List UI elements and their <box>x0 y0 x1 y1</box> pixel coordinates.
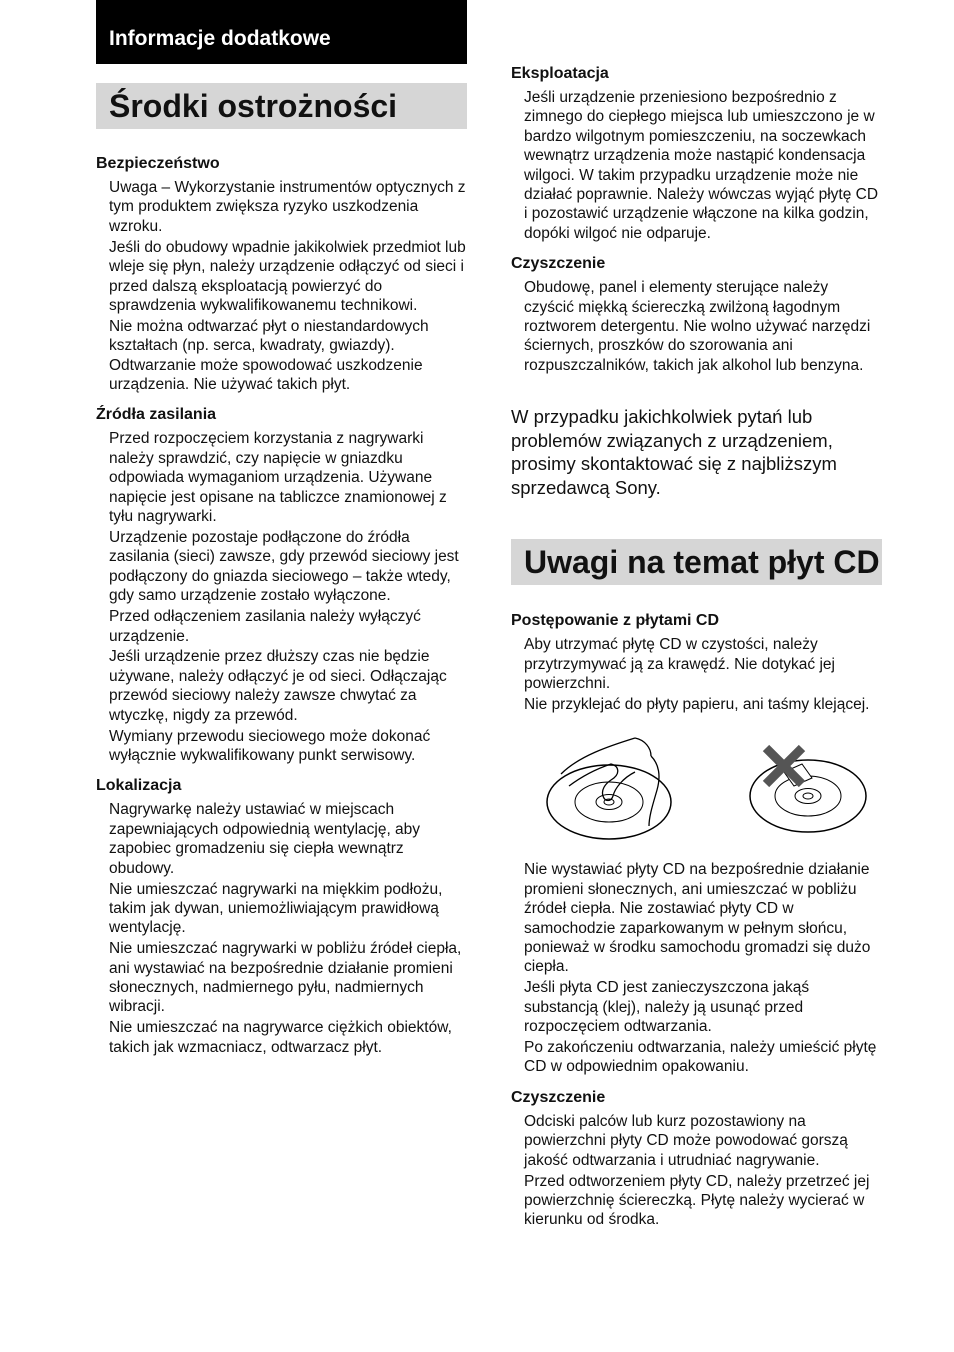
section-heading: Lokalizacja <box>96 777 182 795</box>
cd-handling-illustration <box>511 734 882 844</box>
section-heading: Czyszczenie <box>511 1088 606 1106</box>
paragraph: Nie przyklejać do płyty papieru, ani taśmy klejącej. <box>524 696 870 713</box>
paragraph: Nie umieszczać na nagrywarce ciężkich obiektów, takich jak wzmacniacz, odtwarzacz płyt. <box>109 1019 452 1056</box>
page-title: Środki ostrożności <box>96 83 467 129</box>
paragraph: Nagrywarkę należy ustawiać w miejscach zapewniających odpowiednią wentylację, aby zapobiec gromadzeniu się ciepła wewnątrz obudowy. <box>109 801 421 877</box>
section-safety <box>96 154 467 394</box>
section-heading: Postępowanie z płytami CD <box>511 612 720 630</box>
paragraph: Urządzenie pozostaje podłączone do źródła zasilania (sieci) zawsze, gdy przewód sieciowy jest podłączony do gniazda sieciowego – także wtedy, gdy samo urządzenie zostało wyłączone. <box>109 529 459 605</box>
paragraph: Obudowę, panel i elementy sterujące należy czyścić miękką ściereczką zwilżoną łagodnym roztworem detergentu. Nie wolno używać narzędzi ściernych, proszków do szorowania ani rozpuszczalników, takich jak alkohol lub benzyna. <box>524 279 871 374</box>
section-power-sources <box>96 405 467 765</box>
paragraph: Przed rozpoczęciem korzystania z nagrywarki należy sprawdzić, czy napięcie w gniazdku odpowiada wymaganiom urządzenia. Używane napięcie jest opisane na tabliczce znamionowej z tyłu nagrywarki. <box>109 430 447 526</box>
paragraph: Wymiany przewodu sieciowego może dokonać wyłącznie wykwalifikowany punkt serwisowy. <box>109 727 431 764</box>
section-cd-cleaning <box>511 1088 882 1230</box>
section-heading: Bezpieczeństwo <box>96 155 220 172</box>
paragraph: Jeśli urządzenie przeniesiono bezpośrednio z zimnego do ciepłego miejsca lub umieszczono je w bardzo wilgotnym pomieszczeniu, na soczewkach wewnątrz urządzenia może nastąpić kondensacja wilgoci. W takim przypadku urządzenie może nie działać poprawnie. Należy wówczas wyjąć płytę CD i pozostawić urządzenie włączone na kilka godzin, dopóki wilgoć nie odparuje. <box>524 89 879 242</box>
section-operation <box>511 64 882 243</box>
paragraph: Przed odtworzeniem płyty CD, należy przetrzeć jej powierzchnię ściereczką. Płytę należy wycierać w kierunku od środka. <box>524 1172 870 1229</box>
section-cleaning <box>511 254 882 375</box>
paragraph: Nie wystawiać płyty CD na bezpośrednie działanie promieni słonecznych, ani umieszczać w pobliżu źródeł ciepła. Nie zostawiać płyty CD w samochodzie zaparkowanym w pełnym słońcu, ponieważ w środku samochodu gromadzi się dużo ciepła. <box>524 861 871 976</box>
paragraph: Odciski palców lub kurz pozostawiony na powierzchni płyty CD może powodować gorszą jakość odtwarzania i utrudniać nagrywanie. <box>524 1112 848 1169</box>
section-location <box>96 776 467 1057</box>
right-column <box>511 64 882 1231</box>
section-heading: Źródła zasilania <box>96 406 217 424</box>
section-cd-handling <box>511 611 882 1077</box>
cd-held-by-edge-icon <box>539 734 679 844</box>
paragraph: Po zakończeniu odtwarzania, należy umieścić płytę CD w odpowiednim opakowaniu. <box>524 1039 877 1076</box>
paragraph: Uwaga – Wykorzystanie instrumentów optycznych z tym produktem zwiększa ryzyko uszkodzenia wzroku. <box>109 179 466 235</box>
cd-no-tape-icon <box>744 734 874 844</box>
section-heading: Eksploatacja <box>511 65 609 82</box>
section-heading: Czyszczenie <box>511 255 606 273</box>
paragraph: Jeśli urządzenie przez dłuższy czas nie będzie używane, należy odłączyć je od sieci. Odłączając przewód sieciowy należy zawsze chwytać za wtyczkę, nigdy za przewód. <box>109 648 447 724</box>
left-column <box>96 0 467 1059</box>
paragraph: Nie umieszczać nagrywarki na miękkim podłożu, takim jak dywan, uniemożliwiającym prawidłową wentylację. <box>109 880 443 937</box>
paragraph: Jeśli do obudowy wpadnie jakikolwiek przedmiot lub wleje się płyn, należy urządzenie odłączyć od sieci i przed dalszą eksploatacją powierzyć do sprawdzenia wykwalifikowanemu technikowi. <box>109 238 466 314</box>
section-band: Informacje dodatkowe <box>96 0 467 64</box>
paragraph: Nie umieszczać nagrywarki w pobliżu źródeł ciepła, ani wystawiać na bezpośrednie działanie promieni słonecznych, nadmiernego pyłu, nadmiernych wibracji. <box>109 940 462 1016</box>
paragraph: Nie można odtwarzać płyt o niestandardowych kształtach (np. serca, kwadraty, gwiazdy). Odtwarzanie może spowodować uszkodzenie urządzenia. Nie używać takich płyt. <box>109 317 429 394</box>
contact-note: W przypadku jakichkolwiek pytań lub problemów związanych z urządzeniem, prosimy skontaktować się z najbliższym sprzedawcą Sony. <box>511 406 837 498</box>
paragraph: Jeśli płyta CD jest zanieczyszczona jakąś substancją (klej), należy ją usunąć przed rozpoczęciem odtwarzania. <box>524 979 810 1036</box>
paragraph: Przed odłączeniem zasilania należy wyłączyć urządzenie. <box>109 608 421 645</box>
section-title-cd: Uwagi na temat płyt CD <box>511 539 882 585</box>
paragraph: Aby utrzymać płytę CD w czystości, należy przytrzymywać ją za krawędź. Nie dotykać jej powierzchni. <box>524 636 835 693</box>
